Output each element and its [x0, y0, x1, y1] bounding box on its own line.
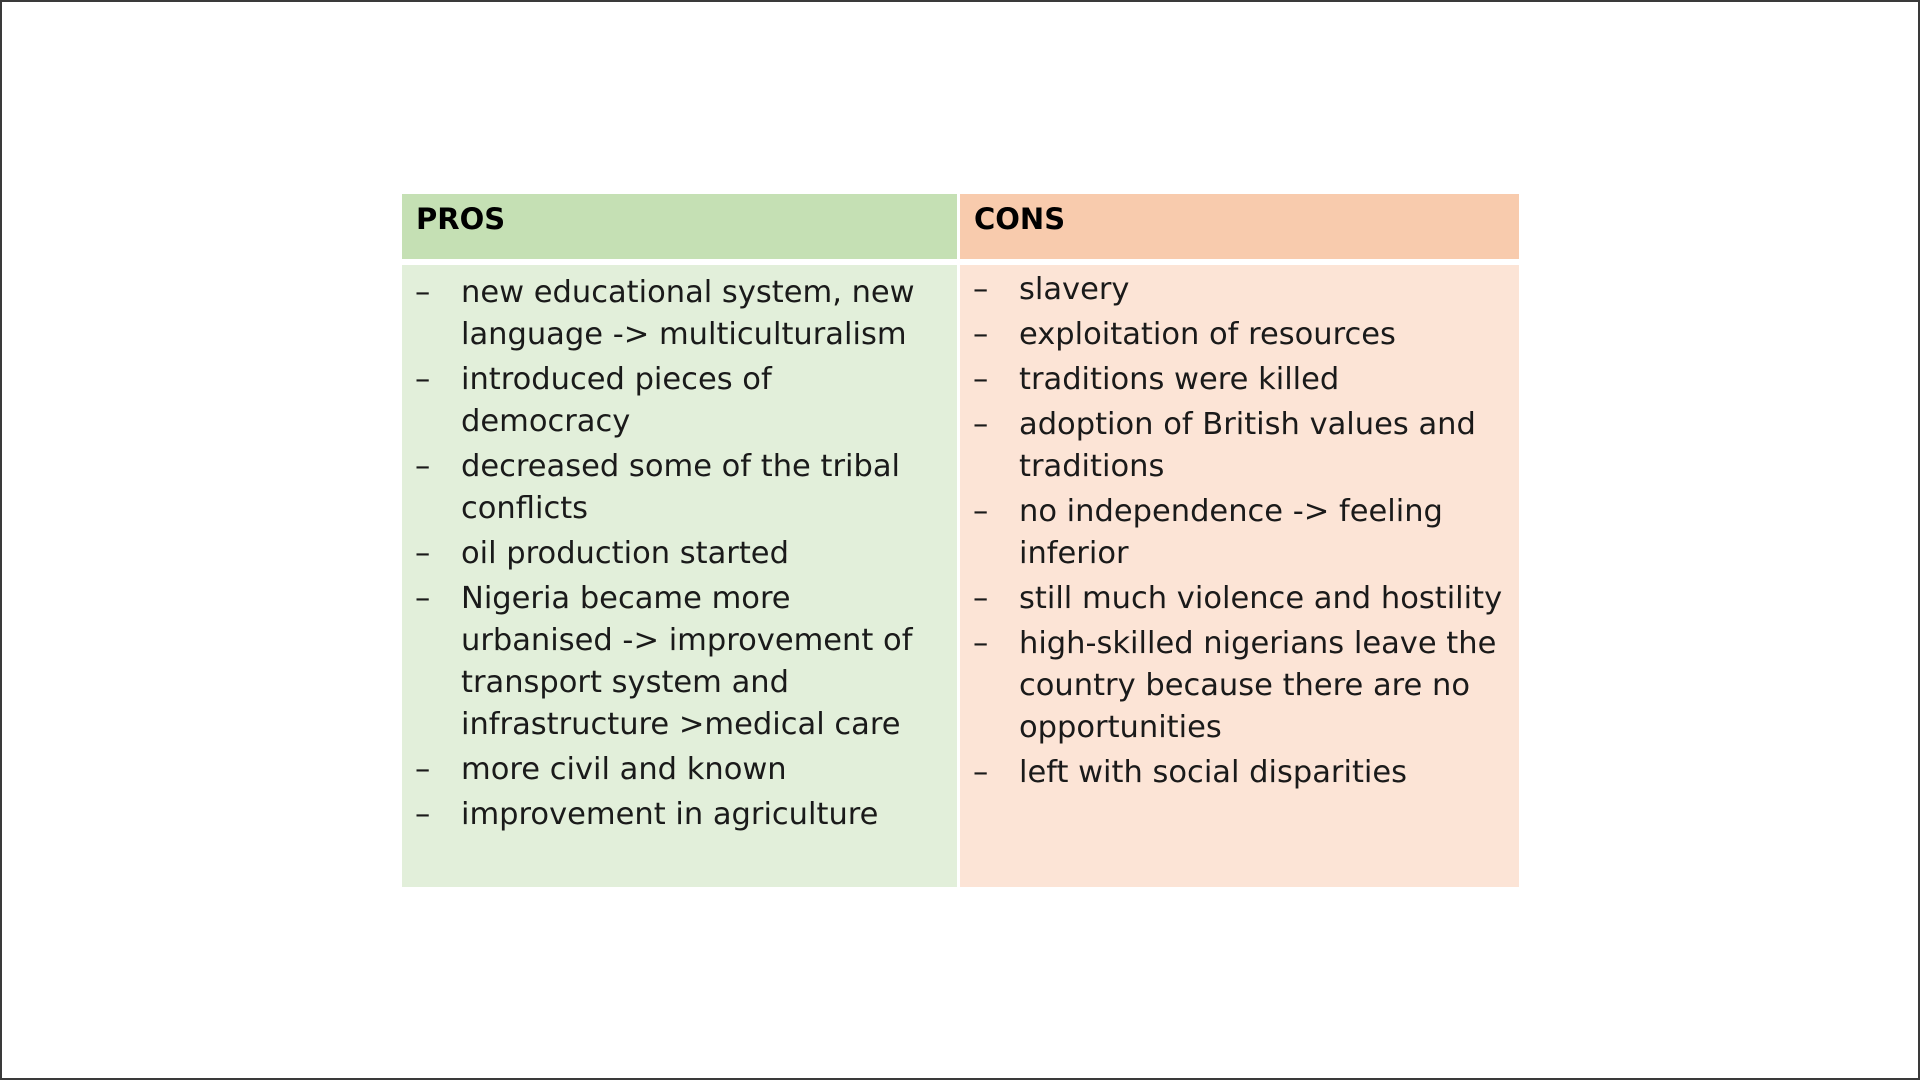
cons-header-label: CONS — [974, 202, 1066, 236]
cons-item-text: adoption of British values and traditions — [1019, 407, 1476, 484]
cons-item — [960, 404, 1519, 488]
pros-item — [402, 533, 957, 575]
pros-item-text: oil production started — [461, 536, 789, 571]
dash-bullet-icon: – — [973, 407, 989, 442]
dash-bullet-icon: – — [415, 797, 431, 832]
dash-bullet-icon: – — [973, 362, 989, 397]
cons-item-text: traditions were killed — [1019, 362, 1340, 397]
dash-bullet-icon: – — [973, 494, 989, 529]
pros-item-text: new educational system, new language -> multiculturalism — [461, 275, 915, 352]
cons-item — [960, 752, 1519, 794]
cons-item — [960, 269, 1519, 311]
pros-item — [402, 794, 957, 836]
pros-item — [402, 446, 957, 530]
dash-bullet-icon: – — [973, 626, 989, 661]
cons-item — [960, 623, 1519, 749]
pros-item-text: Nigeria became more urbanised -> improvement of transport system and infrastructure >medical care — [461, 581, 913, 742]
cons-item — [960, 314, 1519, 356]
pros-item — [402, 272, 957, 356]
dash-bullet-icon: – — [973, 755, 989, 790]
pros-item — [402, 359, 957, 443]
pros-header-label: PROS — [416, 202, 506, 236]
pros-header — [402, 194, 960, 265]
pros-item-text: decreased some of the tribal conflicts — [461, 449, 900, 526]
dash-bullet-icon: – — [415, 536, 431, 571]
dash-bullet-icon: – — [415, 449, 431, 484]
cons-header — [960, 194, 1519, 265]
cons-item-text: high-skilled nigerians leave the country because there are no opportunities — [1019, 626, 1497, 745]
cons-item-text: slavery — [1019, 272, 1130, 307]
pros-item-text: more civil and known — [461, 752, 787, 787]
dash-bullet-icon: – — [973, 581, 989, 616]
pros-cons-table — [402, 194, 1519, 887]
dash-bullet-icon: – — [415, 275, 431, 310]
cons-item-text: no independence -> feeling inferior — [1019, 494, 1443, 571]
cons-item — [960, 578, 1519, 620]
cons-item-text: left with social disparities — [1019, 755, 1408, 790]
cons-column — [960, 265, 1519, 887]
cons-item-text: still much violence and hostility — [1019, 581, 1503, 616]
dash-bullet-icon: – — [973, 317, 989, 352]
dash-bullet-icon: – — [973, 272, 989, 307]
pros-list — [402, 272, 957, 836]
pros-item — [402, 749, 957, 791]
cons-item-text: exploitation of resources — [1019, 317, 1396, 352]
dash-bullet-icon: – — [415, 362, 431, 397]
pros-item — [402, 578, 957, 746]
cons-list — [960, 269, 1519, 794]
dash-bullet-icon: – — [415, 581, 431, 616]
dash-bullet-icon: – — [415, 752, 431, 787]
cons-item — [960, 491, 1519, 575]
pros-item-text: improvement in agriculture — [461, 797, 879, 832]
cons-item — [960, 359, 1519, 401]
pros-item-text: introduced pieces of democracy — [461, 362, 772, 439]
pros-column — [402, 265, 960, 887]
